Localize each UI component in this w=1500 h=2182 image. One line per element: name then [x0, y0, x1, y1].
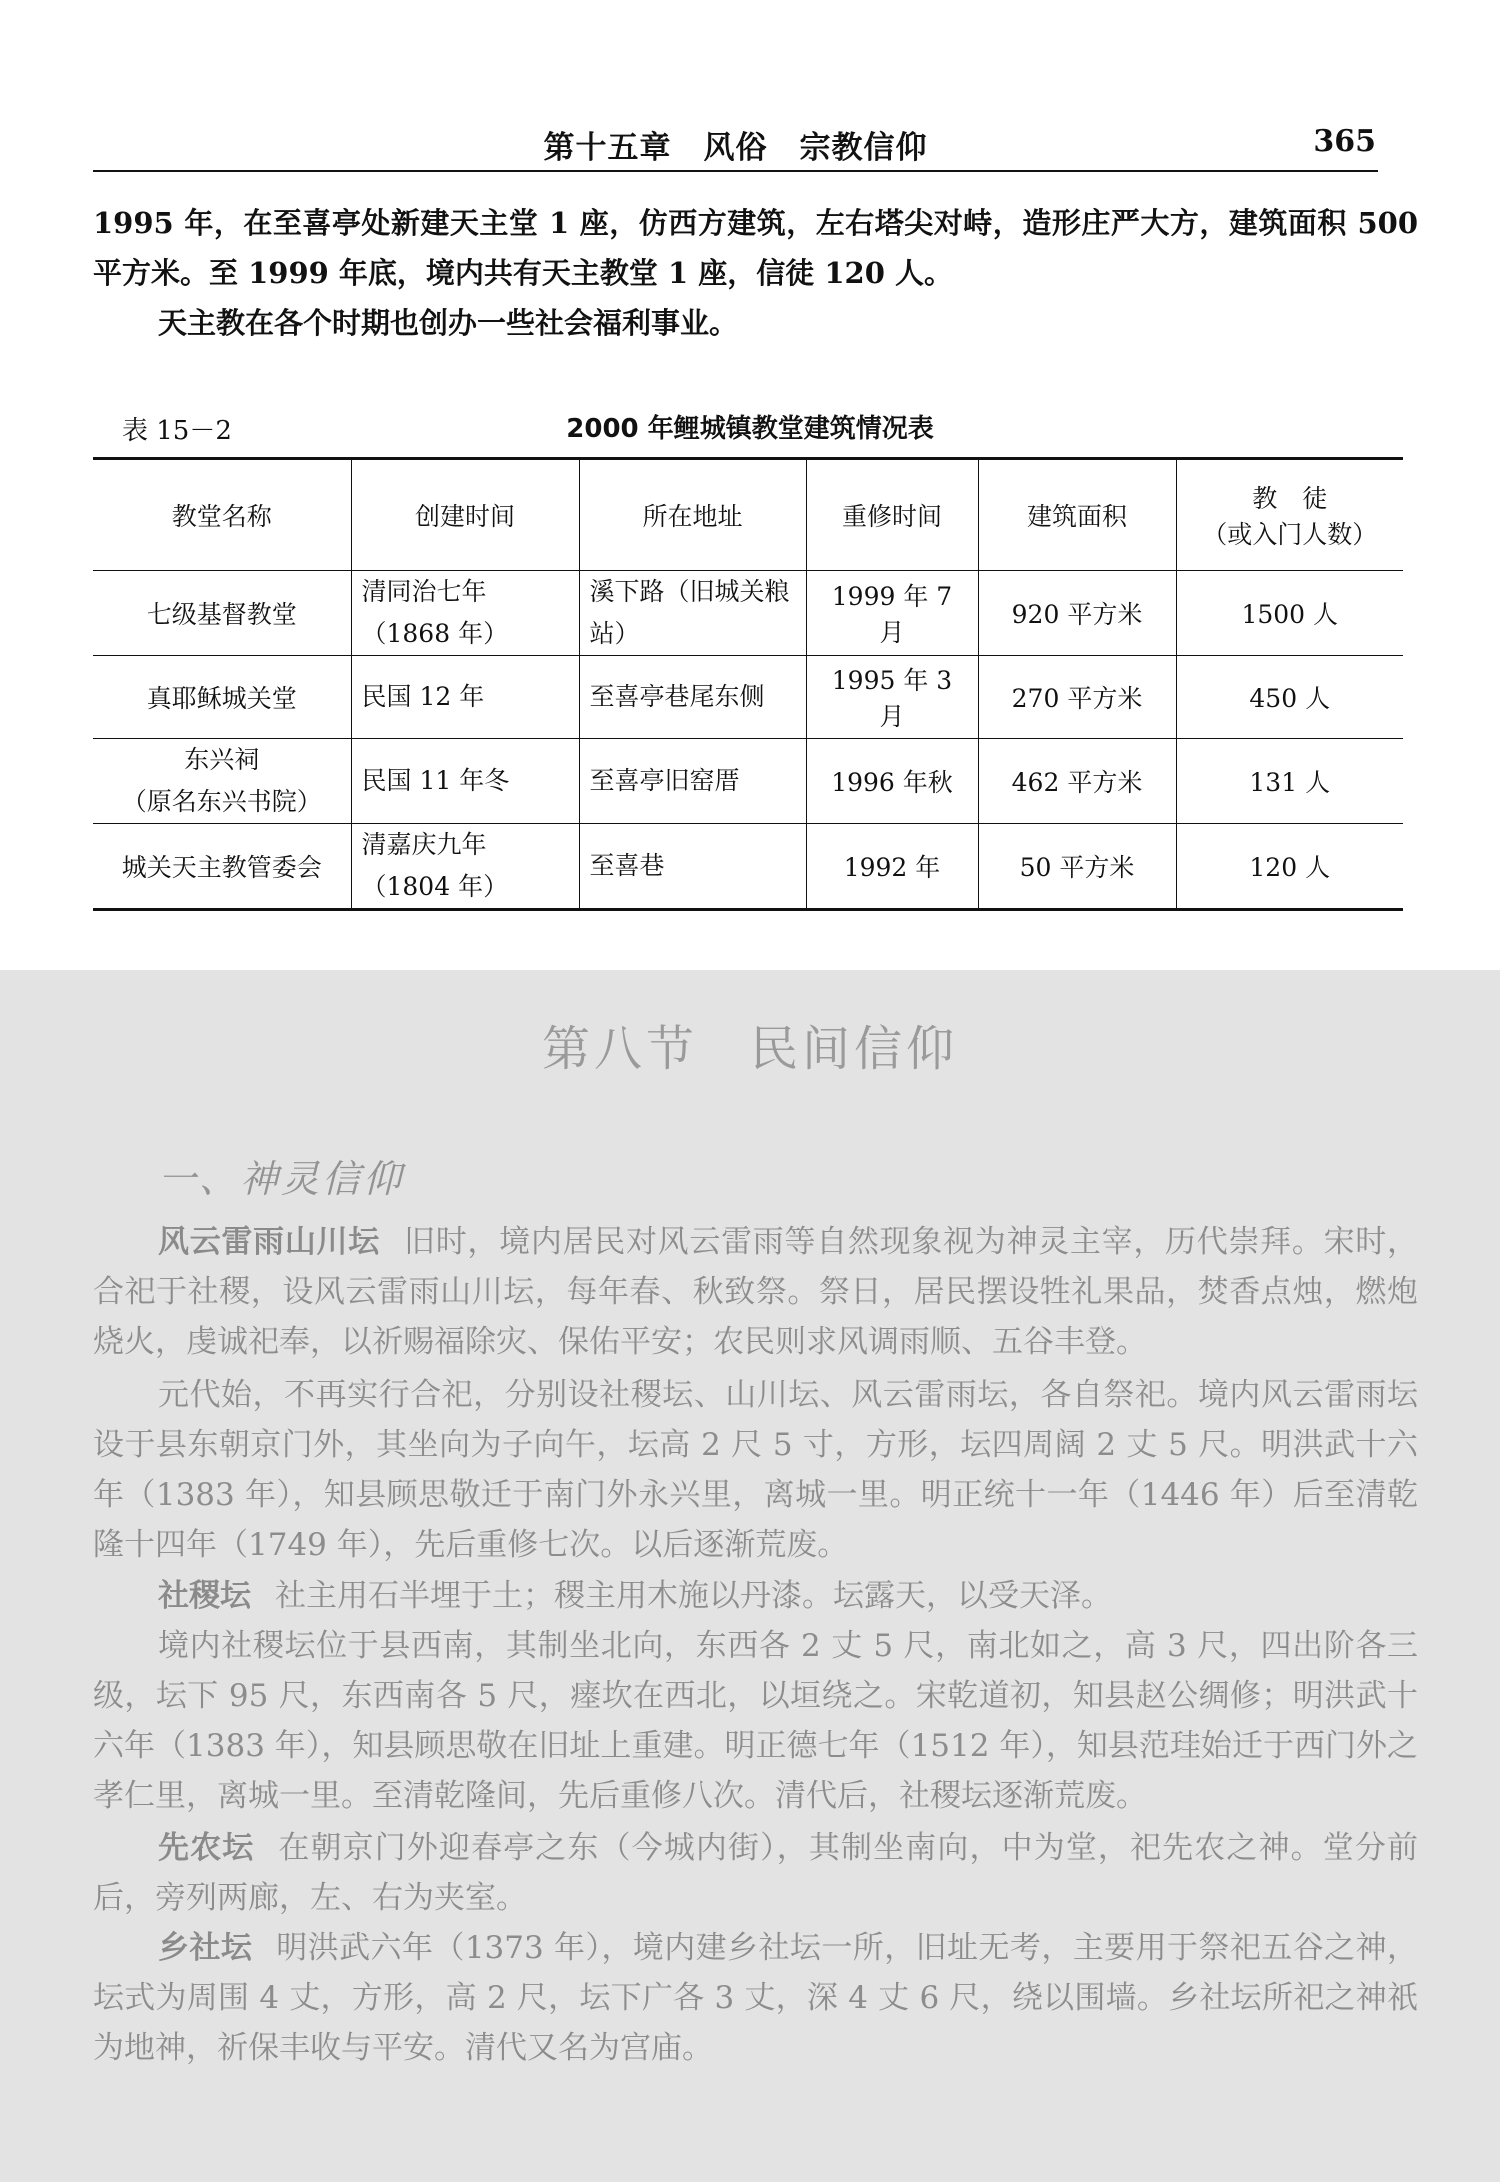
cell-address: 至喜亭旧窑厝 — [579, 739, 806, 824]
col-header-address: 所在地址 — [579, 459, 806, 571]
cell-founded — [351, 571, 579, 656]
cell-members: 1500 人 — [1176, 571, 1403, 656]
subsection-title: 一、神灵信仰 — [158, 1157, 405, 1201]
church-buildings-table — [93, 457, 1403, 911]
paragraph-text: 在朝京门外迎春亭之东（今城内街），其制坐南向，中为堂，祀先农之神。堂分前后，旁列两廊，左、右为夹室。 — [93, 1830, 1419, 1916]
cell-founded-line1: 清同治七年 — [361, 577, 487, 606]
col-header-rebuilt: 重修时间 — [806, 459, 978, 571]
cell-rebuilt: 1992 年 — [806, 824, 978, 910]
cell-name-line1: 东兴祠 — [184, 745, 260, 774]
term-she-ji-tan: 社稷坛 — [158, 1578, 251, 1614]
paragraph-text: 旧时，境内居民对风云雷雨等自然现象视为神灵主宰，历代崇拜。宋时，合祀于社稷，设风云雷雨山川坛，每年春、秋致祭。祭日，居民摆设牲礼果品，焚香点烛，燃炮烧火，虔诚祀奉，以祈赐福除灾、保佑平安；农民则求风调雨顺、五谷丰登。 — [93, 1224, 1419, 1360]
cell-area: 462 平方米 — [978, 739, 1176, 824]
paragraph-she-ji-tan — [93, 1571, 1418, 1621]
cell-members: 450 人 — [1176, 656, 1403, 739]
cell-founded-line2: （1868 年） — [361, 619, 509, 648]
term-xiang-she-tan: 乡社坛 — [158, 1930, 253, 1966]
paragraph-she-ji-location: 境内社稷坛位于县西南，其制坐北向，东西各 2 丈 5 尺，南北如之，高 3 尺，四出阶各三级，坛下 95 尺，东西南各 5 尺，瘗坎在西北，以垣绕之。宋乾道初，知县赵公绸修；明洪武十六年（1383 年），知县顾思敬在旧址上重建。明正德七年（1512 年），知县范珪始迁于西门外之孝仁里，离城一里。至清乾隆间，先后重修八次。清代后，社稷坛逐渐荒废。 — [93, 1628, 1418, 1814]
cell-name: 七级基督教堂 — [93, 571, 351, 656]
printed-page-upper — [0, 0, 1500, 970]
intro-paragraph-1: 1995 年，在至喜亭处新建天主堂 1 座，仿西方建筑，左右塔尖对峙，造形庄严大方，建筑面积 500 平方米。至 1999 年底，境内共有天主教堂 1 座，信徒 120 人。 — [93, 206, 1418, 290]
cell-members: 120 人 — [1176, 824, 1403, 910]
cell-area: 270 平方米 — [978, 656, 1176, 739]
cell-founded: 民国 12 年 — [351, 656, 579, 739]
col-header-members-line1: 教 徒 — [1252, 484, 1328, 513]
cell-address: 至喜亭巷尾东侧 — [579, 656, 806, 739]
paragraph-text: 明洪武六年（1373 年），境内建乡社坛一所，旧址无考，主要用于祭祀五谷之神，坛式为周围 4 丈，方形，高 2 尺，坛下广各 3 丈，深 4 丈 6 尺，绕以围墙。乡社坛所祀之神祇为地神，祈保丰收与平安。清代又名为宫庙。 — [93, 1930, 1418, 2066]
cell-rebuilt: 1996 年秋 — [806, 739, 978, 824]
table-row — [93, 739, 1403, 824]
cell-founded-line1: 清嘉庆九年 — [361, 830, 487, 859]
cell-rebuilt: 1999 年 7 月 — [806, 571, 978, 656]
col-header-members-line2: （或入门人数） — [1202, 520, 1378, 549]
term-feng-yun-lei-yu: 风云雷雨山川坛 — [158, 1224, 380, 1260]
paragraph-text: 社主用石半埋于土；稷主用木施以丹漆。坛露天，以受天泽。 — [275, 1578, 1112, 1614]
table-number: 表 15－2 — [122, 416, 232, 446]
cell-founded-line2: （1804 年） — [361, 872, 509, 901]
cell-members: 131 人 — [1176, 739, 1403, 824]
cell-address: 溪下路（旧城关粮站） — [579, 571, 806, 656]
cell-name-line2: （原名东兴书院） — [121, 787, 322, 816]
intro-paragraph-2: 天主教在各个时期也创办一些社会福利事业。 — [158, 306, 739, 340]
section-title: 第八节 民间信仰 — [541, 1021, 958, 1077]
term-xian-nong-tan: 先农坛 — [158, 1830, 255, 1866]
cell-rebuilt: 1995 年 3 月 — [806, 656, 978, 739]
table-title: 2000 年鲤城镇教堂建筑情况表 — [566, 414, 934, 444]
paragraph-feng-yun-lei-yu — [93, 1217, 1418, 1367]
table-row — [93, 656, 1403, 739]
table-row — [93, 824, 1403, 910]
col-header-members — [1176, 459, 1403, 571]
cell-address: 至喜巷 — [579, 824, 806, 910]
table-header-row — [93, 459, 1403, 571]
cell-name: 城关天主教管委会 — [93, 824, 351, 910]
paragraph-yuan-dynasty: 元代始，不再实行合祀，分别设社稷坛、山川坛、风云雷雨坛，各自祭祀。境内风云雷雨坛设于县东朝京门外，其坐向为子向午，坛高 2 尺 5 寸，方形，坛四周阔 2 丈 5 尺。明洪武十六年（1383 年），知县顾思敬迁于南门外永兴里，离城一里。明正统十一年（1446 年）后至清乾隆十四年（1749 年），先后重修七次。以后逐渐荒废。 — [93, 1377, 1418, 1563]
cell-area: 920 平方米 — [978, 571, 1176, 656]
table-row — [93, 571, 1403, 656]
cell-founded: 民国 11 年冬 — [351, 739, 579, 824]
cell-name — [93, 739, 351, 824]
cell-founded — [351, 824, 579, 910]
running-header — [93, 118, 1378, 172]
cell-area: 50 平方米 — [978, 824, 1176, 910]
col-header-founded: 创建时间 — [351, 459, 579, 571]
cell-name: 真耶稣城关堂 — [93, 656, 351, 739]
paragraph-xian-nong-tan — [93, 1823, 1418, 1923]
chapter-title: 第十五章 风俗 宗教信仰 — [543, 130, 928, 166]
col-header-name: 教堂名称 — [93, 459, 351, 571]
paragraph-xiang-she-tan — [93, 1923, 1418, 2073]
col-header-area: 建筑面积 — [978, 459, 1176, 571]
page-number: 365 — [1313, 124, 1376, 159]
